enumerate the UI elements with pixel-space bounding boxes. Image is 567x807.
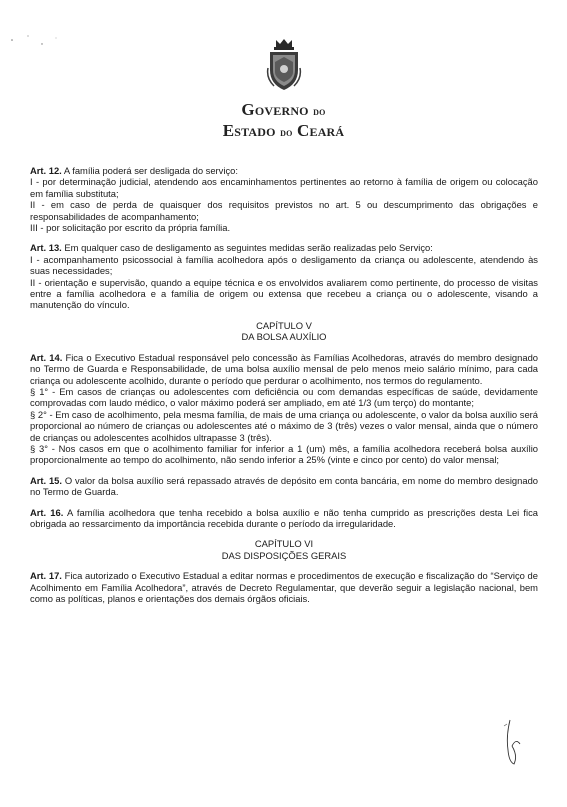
article-label: Art. 15. (30, 474, 62, 486)
government-title-line2: Estado do Ceará (222, 121, 345, 140)
article-item: III - por solicitação por escrito da própria família. (30, 222, 231, 234)
article-text: A família acolhedora que tenha recebido a bolsa auxílio e não tenha cumprido as prescrições desta Lei fica obrigada ao ressarcimento da importância recebida durante o período da irregularidade. (30, 506, 538, 529)
chapter-subtitle: DA BOLSA AUXÍLIO (241, 331, 327, 343)
article-paragraph: § 3° - Nos casos em que o acolhimento familiar for inferior a 1 (um) mês, a família acolhedora receberá bolsa auxílio proporcionalmente ao tempo do acolhimento, não sendo inferior a 25% (vinte e cinco por cento) do valor mensal; (30, 442, 538, 466)
article-14 (30, 352, 538, 386)
article-text: Em qualquer caso de desligamento as seguintes medidas serão realizadas pelo Serviço: (64, 242, 433, 254)
article-label: Art. 12. (30, 165, 62, 176)
article-label: Art. 13. (30, 242, 62, 254)
article-paragraph: § 2° - Em caso de acolhimento, pela mesma família, de mais de uma criança ou adolescente, o valor da bolsa auxílio será proporcional ao número de crianças ou adolescentes até o máximo de 3 (três) vezes o valor mensal, ainda que o número de crianças ou adolescentes acolhidos ultrapasse 3 (três). (30, 408, 538, 443)
article-15 (30, 475, 538, 498)
article-text: Fica autorizado o Executivo Estadual a editar normas e procedimentos de execução e fiscalização do “Serviço de Acolhimento em Família Acolhedora”, através de Decreto Regulamentar, que deverão seguir a legislação nacional, bem como as políticas, planos e orientações dos demais órgãos oficiais. (30, 570, 538, 604)
article-label: Art. 16. (30, 506, 64, 518)
article-item: II - orientação e supervisão, quando a equipe técnica e os envolvidos avaliarem como pertinente, do processo de visitas entre a família acolhedora e a família de origem ou extensa que recebeu a criança ou o adolescente, visando a manutenção do vínculo. (30, 276, 538, 311)
letterhead (0, 38, 567, 142)
chapter-subtitle: DAS DISPOSIÇÕES GERAIS (221, 549, 347, 561)
scan-specks (8, 30, 68, 50)
chapter-title: CAPÍTULO VI (254, 538, 314, 550)
article-text: O valor da bolsa auxílio será repassado através de depósito em conta bancária, em nome do membro designado no Termo de Guarda. (30, 474, 538, 498)
article-item: I - por determinação judicial, atendendo aos encaminhamentos pertinentes ao retorno à família de origem ou colocação em família substituta; (30, 176, 538, 199)
article-paragraph: § 1° - Em casos de crianças ou adolescentes com deficiência ou com demandas específicas de saúde, devidamente comprovadas com laudo médico, o valor máximo poderá ser ampliado, em até 1/3 (um terço) do montante; (30, 385, 538, 409)
article-label: Art. 17. (30, 570, 62, 582)
article-text: A família poderá ser desligada do serviço: (63, 165, 238, 176)
chapter-title: CAPÍTULO V (256, 319, 312, 331)
state-coat-of-arms-icon (266, 38, 302, 92)
article-item: II - em caso de perda de quaisquer dos requisitos previstos no art. 5 ou descumprimento das obrigações e responsabilidades de acompanhamento; (30, 199, 538, 222)
government-title-line1: Governo do (241, 100, 326, 119)
article-12 (30, 165, 538, 176)
article-item: I - acompanhamento psicossocial à família acolhedora após o desligamento da criança ou adolescente, atendendo às suas necessidades; (30, 253, 538, 277)
article-17 (30, 570, 538, 604)
handwritten-initials (496, 716, 526, 768)
document-body (30, 165, 538, 604)
article-label: Art. 14. (30, 351, 63, 363)
article-13 (30, 242, 538, 253)
article-text: Fica o Executivo Estadual responsável pelo concessão às Famílias Acolhedoras, através do membro designado no Termo de Guarda e Responsabilidade, de uma bolsa auxílio mensal de pelo menos meio salário mínimo, para cada criança ou adolescente acolhido, durante o período que perdurar o acolhimento, nos termos do regulamento. (30, 351, 538, 386)
article-16 (30, 507, 538, 530)
